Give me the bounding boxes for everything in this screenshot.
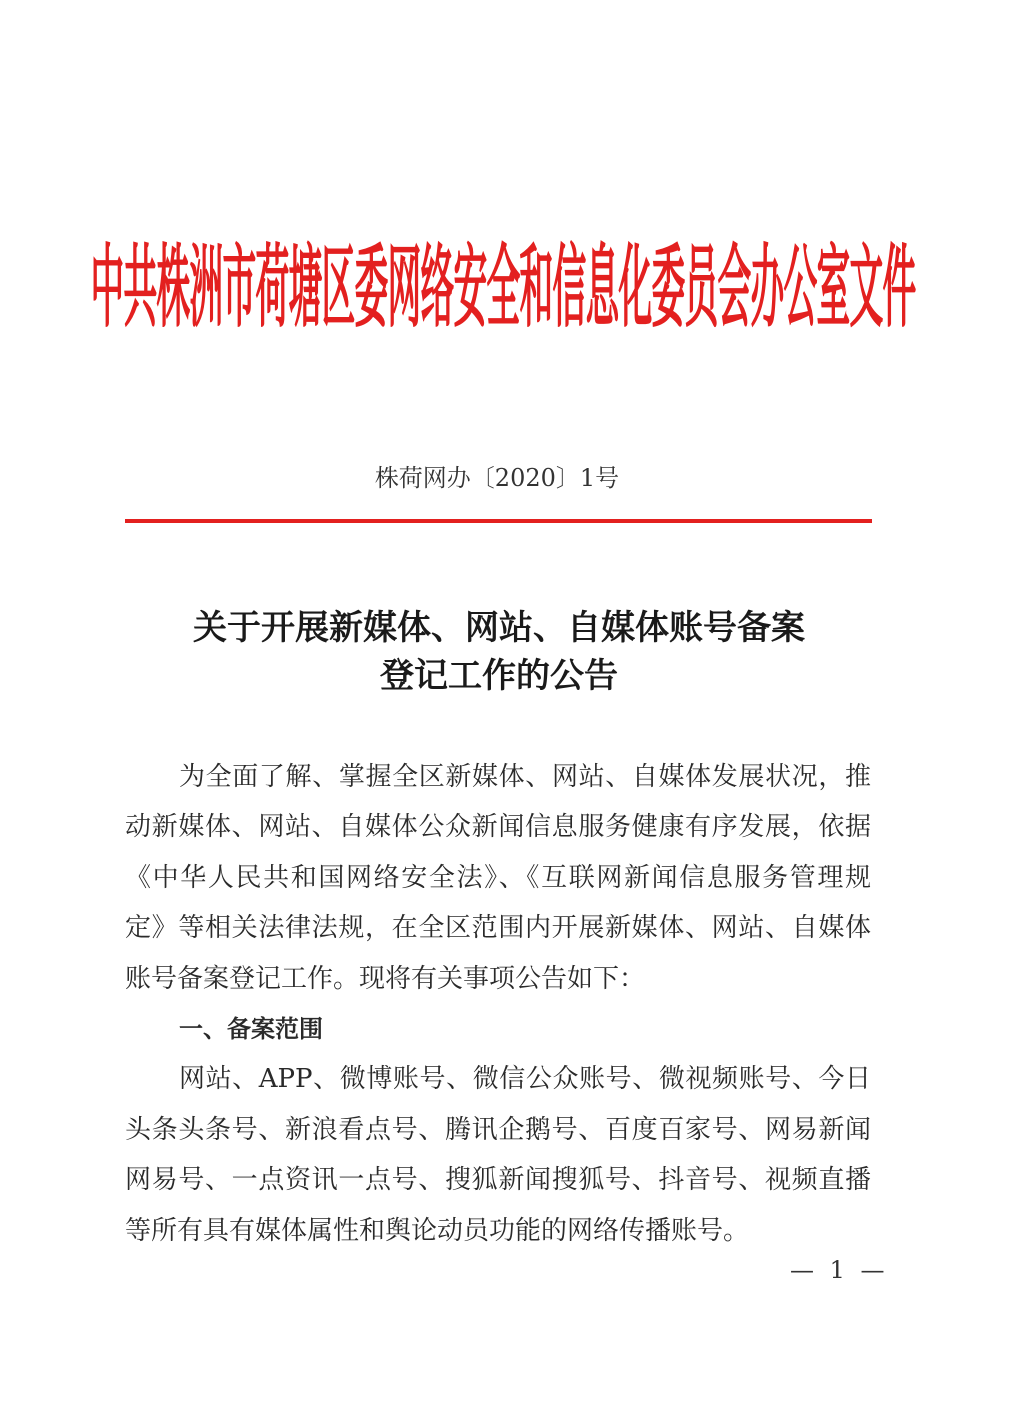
issuer-header	[90, 235, 916, 340]
body-line: 网易号、一点资讯一点号、搜狐新闻搜狐号、抖音号、视频直播	[125, 1165, 871, 1196]
body-line: 《中华人民共和国网络安全法》、《互联网新闻信息服务管理规	[125, 862, 871, 893]
issuer-name: 中共株洲市荷塘区委网络安全和信息化委员会办公室文件	[90, 235, 916, 340]
document-title-line-2: 登记工作的公告	[380, 656, 618, 696]
body-line: 动新媒体、网站、自媒体公众新闻信息服务健康有序发展，依据	[125, 812, 871, 843]
body-line: 为全面了解、掌握全区新媒体、网站、自媒体发展状况，推	[179, 762, 871, 792]
red-divider	[125, 519, 872, 523]
body-line: 等所有具有媒体属性和舆论动员功能的网络传播账号。	[125, 1215, 750, 1246]
document-number: 株荷网办〔2020〕1号	[374, 464, 620, 492]
body-line: 头条头条号、新浪看点号、腾讯企鹅号、百度百家号、网易新闻	[125, 1114, 871, 1145]
body-line: 定》等相关法律法规，在全区范围内开展新媒体、网站、自媒体	[125, 913, 871, 944]
page-number: — 1 —	[790, 1256, 889, 1284]
body-line: 账号备案登记工作。现将有关事项公告如下：	[125, 963, 646, 994]
body-line: 网站、APP、微博账号、微信公众账号、微视频账号、今日	[179, 1064, 871, 1095]
document-title-line-1: 关于开展新媒体、网站、自媒体账号备案	[193, 608, 805, 648]
document-body	[125, 757, 871, 1261]
section-heading: 一、备案范围	[179, 1014, 323, 1043]
